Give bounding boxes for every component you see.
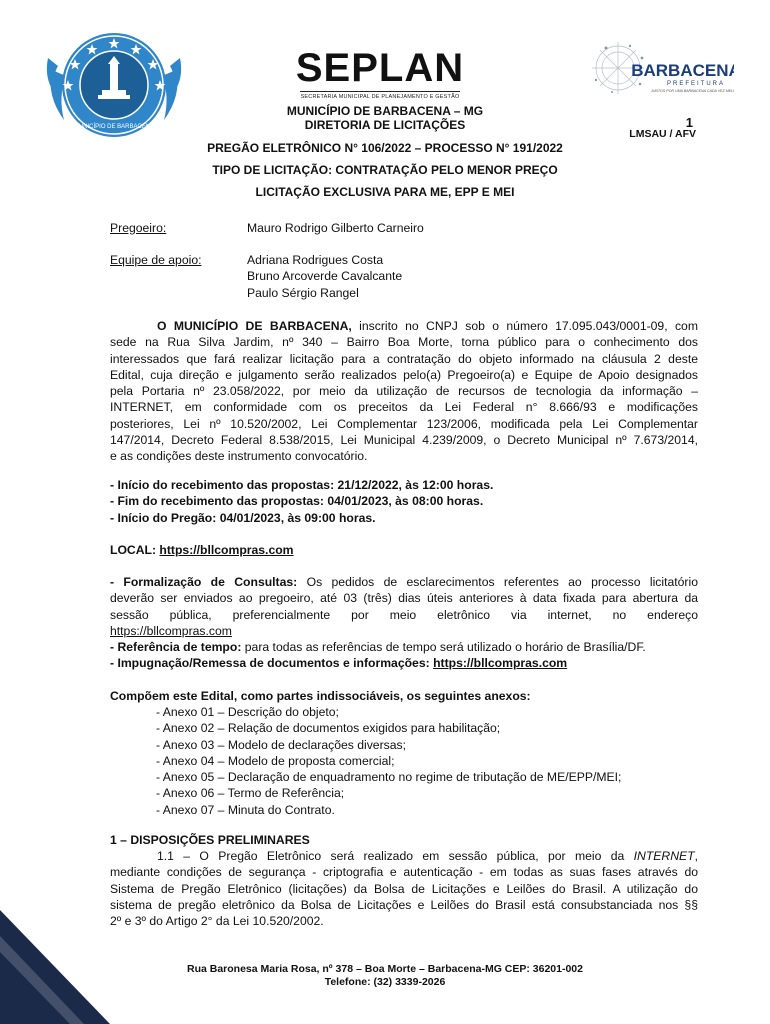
intro-paragraph: O MUNICÍPIO DE BARBACENA, inscrito no CNPJ sob o número 17.095.043/0001-09, com sede na Rua Silva Jardim, nº 340 – Bairro Boa Morte, torna público para o conhecimento dos interessados que fará realizar licitação para a contratação do objeto informado na cláusula 2 deste Edital, cuja direção e julgamento serão realizados pelo(a) Pregoeiro(a) e Equipe de Apoio designados pela Portaria nº 23.058/2022, por meio da utilização de recursos de tecnologia da informação – INTERNET, em conformidade com os preceitos da Lei Federal n° 8.666/93 e modificações posteriores, Lei nº 10.520/2002, Lei Complementar 123/2006, modificada pela Lei Complementar 147/2014, Decreto Federal 8.538/2015, Lei Municipal 4.239/2009, o Decreto Municipal nº 7.673/2014, e as condições deste instrumento convocatório. bbox=[110, 319, 698, 464]
page-number: 1 bbox=[685, 115, 693, 130]
footer-address: Rua Baronesa Maria Rosa, nº 378 – Boa Morte – Barbacena-MG CEP: 36201-002 bbox=[187, 963, 583, 975]
equipe-apoio-names bbox=[247, 252, 402, 301]
local-label: LOCAL: bbox=[110, 543, 160, 557]
seplan-subtitle: SECRETARIA MUNICIPAL DE PLANEJAMENTO E GESTÃO bbox=[300, 91, 460, 100]
svg-text:JUNTOS POR UMA BARBACENA CADA: JUNTOS POR UMA BARBACENA CADA VEZ MELHOR bbox=[650, 89, 734, 93]
consultas-paragraph: - Formalização de Consultas: Os pedidos de esclarecimentos referentes ao processo licitatório deverão ser enviados ao pregoeiro, até 03 (três) dias úteis anteriores à data fixada para abertura da sessão pública, preferencialmente por meio eletrônico via internet, no endereço https://bllcompras.com - Referência de tempo: para todas as referências de tempo será utilizado o horário de Brasília/DF. - Impugnação/Remessa de documentos e informações: https://bllcompras.com bbox=[110, 575, 698, 671]
tipo-licitacao: TIPO DE LICITAÇÃO: CONTRATAÇÃO PELO MENOR PREÇO bbox=[212, 163, 558, 177]
local-link[interactable]: https://bllcompras.com bbox=[159, 543, 294, 557]
referencia-tempo-text: para todas as referências de tempo será utilizado o horário de Brasília/DF. bbox=[241, 640, 646, 655]
apoio-name: Adriana Rodrigues Costa bbox=[247, 253, 384, 267]
pregoeiro-label: Pregoeiro: bbox=[110, 221, 167, 235]
seplan-logo bbox=[290, 46, 470, 106]
annex-item: - Anexo 06 – Termo de Referência; bbox=[156, 786, 345, 801]
local-line bbox=[110, 542, 698, 558]
impugnacao-link[interactable]: https://bllcompras.com bbox=[433, 656, 568, 671]
annex-item: - Anexo 07 – Minuta do Contrato. bbox=[156, 802, 335, 817]
impugnacao-label: - Impugnação/Remessa de documentos e informações: bbox=[110, 656, 434, 671]
schedule-list bbox=[110, 477, 698, 526]
consultas-link[interactable]: https://bllcompras.com bbox=[110, 623, 232, 638]
svg-text:PREFEITURA: PREFEITURA bbox=[666, 81, 726, 87]
footer-phone: Telefone: (32) 3339-2026 bbox=[324, 976, 446, 988]
annex-item: - Anexo 03 – Modelo de declarações diversas; bbox=[156, 737, 406, 752]
seplan-title: SEPLAN bbox=[295, 46, 465, 90]
consultas-label: - Formalização de Consultas: bbox=[110, 575, 298, 589]
apoio-name: Bruno Arcoverde Cavalcante bbox=[247, 269, 403, 284]
section-1-paragraph: 1.1 – O Pregão Eletrônico será realizado em sessão pública, por meio da INTERNET, mediante condições de segurança - criptografia e autenticação - em todas as suas fases através do Sistema de Pregão Eletrônico (licitações) da Bolsa de Licitações e Leilões do Brasil. A utilização do sistema de pregão eletrônico da Bolsa de Licitações e Leilões do Brasil está consubstanciada nos §§ 2º e 3º do Artigo 2° da Lei 10.520/2002. bbox=[110, 849, 698, 929]
pregoeiro-name: Mauro Rodrigo Gilberto Carneiro bbox=[247, 221, 424, 235]
svg-text:BARBACENA: BARBACENA bbox=[631, 61, 734, 80]
annexes-heading: Compõem este Edital, como partes indissociáveis, os seguintes anexos: bbox=[110, 689, 531, 703]
equipe-apoio-row bbox=[110, 252, 247, 268]
equipe-apoio-label: Equipe de apoio: bbox=[110, 253, 202, 267]
schedule-item: - Início do recebimento das propostas: 21/12/2022, às 12:00 horas. bbox=[110, 478, 494, 492]
svg-text:MUNICÍPIO DE BARBACENA: MUNICÍPIO DE BARBACENA bbox=[73, 124, 155, 130]
annex-item: - Anexo 05 – Declaração de enquadramento no regime de tributação de ME/EPP/MEI; bbox=[156, 770, 622, 785]
directorate-title: DIRETORIA DE LICITAÇÕES bbox=[304, 118, 466, 132]
annex-item: - Anexo 04 – Modelo de proposta comercial; bbox=[156, 753, 395, 768]
prefeitura-logo bbox=[584, 34, 734, 104]
pregoeiro-row bbox=[110, 220, 424, 236]
page-code: LMSAU / AFV bbox=[629, 128, 696, 140]
licitacao-exclusiva: LICITAÇÃO EXCLUSIVA PARA ME, EPP E MEI bbox=[255, 185, 515, 199]
annex-item: - Anexo 02 – Relação de documentos exigidos para habilitação; bbox=[156, 721, 501, 736]
pregao-title: PREGÃO ELETRÔNICO N° 106/2022 – PROCESSO N° 191/2022 bbox=[207, 141, 563, 155]
municipality-title: MUNICÍPIO DE BARBACENA – MG bbox=[286, 104, 484, 118]
schedule-item: - Início do Pregão: 04/01/2023, às 09:00 horas. bbox=[110, 510, 376, 525]
annex-item: - Anexo 01 – Descrição do objeto; bbox=[156, 705, 339, 719]
referencia-tempo-label: - Referência de tempo: bbox=[110, 640, 242, 655]
annexes-list bbox=[156, 704, 621, 818]
corner-decoration bbox=[0, 900, 110, 1024]
section-1-heading: 1 – DISPOSIÇÕES PRELIMINARES bbox=[110, 833, 310, 847]
schedule-item: - Fim do recebimento das propostas: 04/01/2023, às 08:00 horas. bbox=[110, 494, 484, 509]
apoio-name: Paulo Sérgio Rangel bbox=[247, 285, 359, 300]
intro-lead: O MUNICÍPIO DE BARBACENA, bbox=[157, 319, 352, 333]
